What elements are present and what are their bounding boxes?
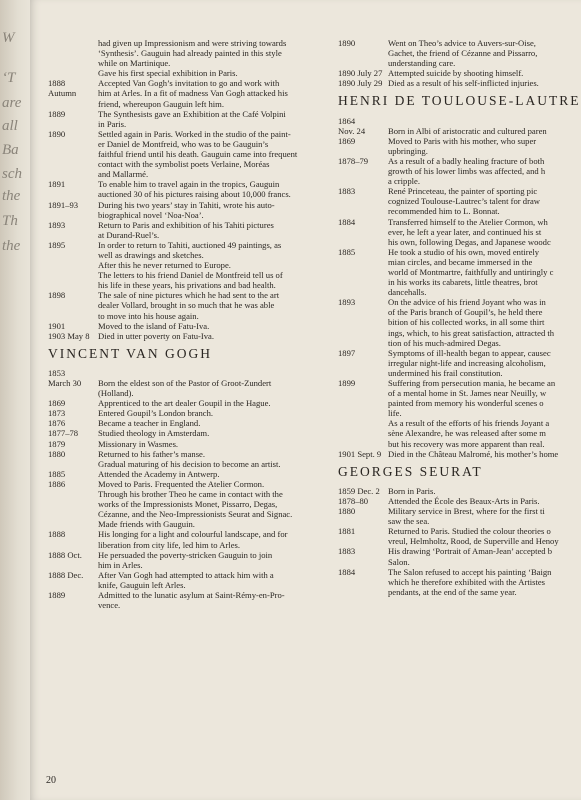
entry-line: in Paris.: [98, 118, 127, 129]
entry-date: 1897: [338, 347, 356, 358]
entry-date: 1880: [338, 506, 356, 517]
entry-text: [388, 136, 581, 156]
entry-text: [98, 449, 338, 469]
chronology-entry: [48, 408, 338, 418]
entry-line: Born in Paris.: [388, 485, 436, 496]
chronology-entry: [338, 496, 581, 506]
intro-line: while on Martinique.: [98, 58, 171, 69]
entry-date: 1853 March 30: [48, 367, 82, 388]
entry-line: Studied theology in Amsterdam.: [98, 428, 210, 439]
lautrec-entries: [338, 116, 581, 459]
chronology-entry: [48, 590, 338, 610]
entry-line: vreul, Helmholtz, Rood, de Superville and Henoy: [388, 536, 559, 547]
entry-line: his own, following Degas, and Japanese woodc: [388, 236, 551, 247]
chronology-entry: [48, 469, 338, 479]
entry-line: contact with the symbolist poets Verlaine, Moréas: [98, 159, 270, 170]
chronology-entry: [48, 428, 338, 438]
gauguin-entries: [48, 78, 338, 340]
chronology-entry: [338, 449, 581, 459]
seurat-entries: [338, 486, 581, 597]
entry-line: cognized Toulouse-Lautrec’s talent for draw: [388, 196, 540, 207]
chronology-entry: [338, 217, 581, 247]
entry-date: 1884: [338, 216, 356, 227]
entry-line: Admitted to the lunatic asylum at Saint-Rémy-en-Pro-: [98, 589, 285, 600]
entry-text: [98, 290, 338, 320]
chronology-entry: [338, 297, 581, 347]
edge-fragment: sch: [2, 166, 22, 182]
entry-date: 1890 July 29: [338, 78, 383, 89]
entry-line: at Durand-Ruel’s.: [98, 229, 160, 240]
entry-line: his life in these years, his privations and bad health.: [98, 280, 276, 291]
entry-line: In order to return to Tahiti, auctioned 49 paintings, as: [98, 239, 282, 250]
intro-line: ‘Synthesis’. Gauguin had already painted in this style: [98, 48, 282, 59]
entry-text: [98, 109, 338, 129]
chronology-entry: [48, 321, 338, 331]
entry-date: 1859 Dec. 2: [338, 485, 380, 496]
edge-fragment: Ba: [2, 142, 19, 158]
chronology-entry: [48, 479, 338, 529]
entry-text: [388, 68, 581, 78]
entry-line: He persuaded the poverty-stricken Gauguin to join: [98, 549, 273, 560]
entry-text: [388, 78, 581, 88]
entry-text: [388, 297, 581, 347]
gauguin-intro: [48, 38, 338, 78]
chronology-entry: [48, 550, 338, 570]
entry-text: [98, 179, 338, 199]
entry-date: 1878–80: [338, 495, 369, 506]
entry-line: of the Paris branch of Goupil’s, he held there: [388, 307, 543, 318]
entry-line: Symptoms of ill-health began to appear, causec: [388, 347, 551, 358]
entry-line: vence.: [98, 600, 121, 611]
entry-text: [98, 479, 338, 529]
entry-text: [388, 378, 581, 449]
entry-line: After Van Gogh had attempted to attack him with a: [98, 569, 274, 580]
entry-line: After this he never returned to Europe.: [98, 260, 231, 271]
entry-line: sène Alexandre, he was released after some m: [388, 428, 546, 439]
chronology-entry: [48, 331, 338, 341]
entry-text: [388, 348, 581, 378]
entry-line: Returned to his father’s manse.: [98, 448, 205, 459]
entry-line: of a mental home in St. James near Neuilly, w: [388, 388, 547, 399]
chronology-entry: [48, 418, 338, 428]
entry-date: 1873: [48, 408, 66, 419]
entry-date: 1881: [338, 526, 356, 537]
entry-text: [388, 116, 581, 136]
entry-line: recommended him to L. Bonnat.: [388, 206, 500, 217]
chronology-entry: [338, 486, 581, 496]
entry-line: (Holland).: [98, 388, 134, 399]
entry-text: [98, 439, 338, 449]
entry-line: His drawing ‘Portrait of Aman-Jean’ accepted b: [388, 546, 553, 557]
entry-date: 1869: [338, 135, 356, 146]
entry-text: [98, 428, 338, 438]
entry-text: [98, 590, 338, 610]
entry-line: Gachet, the friend of Cézanne and Pissarro,: [388, 48, 538, 59]
entry-text: [388, 449, 581, 459]
entry-line: which he therefore exhibited with the Artistes: [388, 576, 546, 587]
entry-line: Attended the Academy in Antwerp.: [98, 468, 220, 479]
chronology-entry: [338, 378, 581, 449]
lautrec-heading: HENRI DE TOULOUSE-LAUTRE: [338, 93, 581, 109]
entry-line: His longing for a light and colourful landscape, and for: [98, 529, 288, 540]
chronology-entry: [338, 506, 581, 526]
entry-line: As a result of a badly healing fracture of both: [388, 155, 545, 166]
chronology-entry: [48, 570, 338, 590]
entry-date: 1890: [338, 38, 356, 48]
entry-date: 1888 Oct.: [48, 549, 82, 560]
entry-text: [388, 247, 581, 297]
edge-fragment: Th: [2, 213, 18, 229]
page-number: 20: [46, 775, 56, 786]
entry-text: [98, 398, 338, 408]
entry-text: [388, 186, 581, 216]
entry-line: upbringing.: [388, 145, 428, 156]
chronology-entry: [48, 129, 338, 179]
entry-text: [98, 418, 338, 428]
entry-text: [98, 200, 338, 220]
entry-text: [388, 217, 581, 247]
entry-line: growth of his lower limbs was affected, and h: [388, 166, 546, 177]
entry-line: ings, which, to his great satisfaction, attracted th: [388, 327, 555, 338]
entry-text: [98, 469, 338, 479]
entry-line: Suffering from persecution mania, he became an: [388, 378, 556, 388]
entry-date: 1891–93: [48, 199, 79, 210]
chronology-entry: [48, 529, 338, 549]
entry-text: [388, 156, 581, 186]
entry-text: [388, 506, 581, 526]
edge-fragment: ‘T: [2, 70, 16, 86]
entry-line: [98, 368, 338, 378]
entry-line: Cézanne, and the Neo-Impressionists Seurat and Signac.: [98, 509, 293, 520]
entry-line: world of Montmartre, faithfully and untiringly c: [388, 266, 554, 277]
entry-line: Moved to Paris. Frequented the Atelier Cormon.: [98, 478, 265, 489]
chronology-entry: [338, 247, 581, 297]
entry-line: knife, Gauguin left Arles.: [98, 579, 186, 590]
entry-text: [98, 550, 338, 570]
entry-line: Attempted suicide by shooting himself.: [388, 68, 524, 79]
entry-line: Accepted Van Gogh’s invitation to go and work with: [98, 78, 280, 89]
entry-line: biographical novel ‘Noa-Noa’.: [98, 209, 204, 220]
entry-line: Made friends with Gauguin.: [98, 519, 195, 530]
entry-line: As a result of the efforts of his friends Joyant a: [388, 418, 550, 429]
entry-date: 1895: [48, 239, 66, 250]
entry-date: 1893: [338, 297, 356, 308]
facing-page-edge: [0, 0, 30, 800]
entry-date: 1884: [338, 566, 356, 577]
entry-line: and Mallarmé.: [98, 169, 149, 180]
entry-line: ever, he left a year later, and continued his st: [388, 226, 542, 237]
entry-line: Through his brother Theo he came in contact with the: [98, 489, 283, 500]
entry-text: [98, 321, 338, 331]
entry-text: [388, 38, 581, 68]
entry-date: 1869: [48, 398, 66, 409]
chronology-entry: [338, 348, 581, 378]
left-column: [48, 38, 338, 610]
entry-date: 1899: [338, 378, 356, 388]
entry-line: Went on Theo’s advice to Auvers-sur-Oise,: [388, 38, 536, 48]
entry-line: Apprenticed to the art dealer Goupil in the Hague.: [98, 398, 271, 409]
entry-line: René Princeteau, the painter of sporting pic: [388, 186, 538, 197]
entry-line: works of the Impressionists Monet, Pissarro, Degas,: [98, 499, 278, 510]
entry-line: Return to Paris and exhibition of his Tahiti pictures: [98, 219, 274, 230]
entry-line: bition of his collected works, in all some thirt: [388, 317, 545, 328]
entry-line: tion of his much-admired Degas.: [388, 337, 501, 348]
right-column: [338, 38, 581, 597]
entry-line: Missionary in Wasmes.: [98, 438, 179, 449]
entry-date: 1888: [48, 529, 66, 540]
entry-line: in his works its cabarets, little theatres, brot: [388, 277, 538, 288]
entry-line: Military service in Brest, where for the first ti: [388, 506, 545, 517]
entry-line: undermined his frail constitution.: [388, 367, 503, 378]
entry-date: 1878–79: [338, 155, 369, 166]
entry-date: 1888 Dec.: [48, 569, 84, 580]
entry-line: Salon.: [388, 556, 410, 567]
entry-date: 1890 July 27: [338, 68, 383, 79]
entry-line: mian circles, and became immersed in the: [388, 256, 533, 267]
intro-line: Gave his first special exhibition in Paris.: [98, 68, 238, 79]
edge-fragment: the: [2, 238, 21, 254]
chronology-entry: [48, 200, 338, 220]
entry-date: 1901: [48, 320, 66, 331]
chronology-entry: [48, 398, 338, 408]
entry-text: [388, 486, 581, 496]
entry-date: 1883: [338, 186, 356, 197]
chronology-entry: [338, 116, 581, 136]
entry-line: understanding care.: [388, 58, 456, 69]
entry-line: Died as a result of his self-inflicted injuries.: [388, 78, 539, 89]
entry-date: 1901 Sept. 9: [338, 448, 382, 459]
van-gogh-entries: [48, 368, 338, 610]
entry-line: dealer Vollard, brought in so much that he was able: [98, 300, 275, 311]
entry-date: 1880: [48, 448, 66, 459]
chronology-entry: [338, 78, 581, 88]
edge-fragment: all: [2, 118, 18, 134]
entry-line: faithful friend until his death. Gauguin came into frequent: [98, 149, 298, 160]
chronology-entry: [48, 179, 338, 199]
entry-text: [98, 220, 338, 240]
edge-fragment: are: [2, 95, 22, 111]
entry-date: 1893: [48, 219, 66, 230]
entry-line: The sale of nine pictures which he had sent to the art: [98, 290, 280, 301]
chronology-entry: [338, 526, 581, 546]
entry-date: 1864 Nov. 24: [338, 115, 366, 136]
chronology-entry: [48, 220, 338, 240]
entry-line: He took a studio of his own, moved entirely: [388, 246, 540, 257]
entry-line: friend, whereupon Gauguin left him.: [98, 98, 225, 109]
van-gogh-continued-entries: [338, 38, 581, 88]
entry-text: [98, 240, 338, 290]
entry-line: a cripple.: [388, 176, 420, 187]
entry-line: Moved to the island of Fatu-Iva.: [98, 320, 210, 331]
entry-line: [388, 116, 581, 126]
entry-line: him in Arles.: [98, 559, 143, 570]
entry-line: life.: [388, 408, 402, 419]
entry-line: Born in Albi of aristocratic and cultured paren: [388, 125, 547, 136]
chronology-entry: [48, 109, 338, 129]
entry-text: [98, 408, 338, 418]
entry-line: liberation from city life, led him to Arles.: [98, 539, 241, 550]
entry-line: Moved to Paris with his mother, who super: [388, 135, 537, 146]
entry-line: pendants, at the end of the same year.: [388, 586, 517, 597]
entry-text: [388, 546, 581, 566]
entry-line: Died in utter poverty on Fatu-Iva.: [98, 330, 214, 341]
chronology-entry: [48, 449, 338, 469]
entry-date: 1903 May 8: [48, 330, 90, 341]
chronology-entry: [48, 240, 338, 290]
entry-date: 1879: [48, 438, 66, 449]
entry-line: Died in the Château Malromé, his mother’s home: [388, 448, 559, 459]
chronology-entry: [338, 546, 581, 566]
chronology-entry: [48, 368, 338, 398]
chronology-entry: [338, 186, 581, 216]
entry-text: [388, 526, 581, 546]
entry-text: [388, 567, 581, 597]
entry-date: 1876: [48, 418, 66, 429]
entry-date: 1886: [48, 478, 66, 489]
entry-line: painted from memory his wonderful scenes o: [388, 398, 544, 409]
van-gogh-heading: VINCENT VAN GOGH: [48, 345, 213, 361]
entry-text: [388, 496, 581, 506]
entry-line: Settled again in Paris. Worked in the studio of the paint-: [98, 128, 291, 139]
edge-fragment: the: [2, 188, 21, 204]
chronology-entry: [48, 439, 338, 449]
entry-line: but his recovery was more apparent than real.: [388, 438, 545, 449]
entry-line: Returned to Paris. Studied the colour theories o: [388, 526, 551, 537]
chronology-entry: [338, 567, 581, 597]
book-page: [30, 0, 581, 800]
entry-line: er Daniel de Montfreid, who was to be Gauguin’s: [98, 138, 269, 149]
entry-line: The Salon refused to accept his painting ‘Baign: [388, 566, 552, 577]
seurat-heading: GEORGES SEURAT: [338, 463, 483, 479]
chronology-entry: [338, 38, 581, 68]
entry-line: Born the eldest son of the Pastor of Groot-Zundert: [98, 378, 272, 388]
entry-text: [98, 129, 338, 179]
chronology-entry: [338, 156, 581, 186]
entry-line: Entered Goupil’s London branch.: [98, 408, 214, 419]
entry-text: [98, 570, 338, 590]
entry-line: saw the sea.: [388, 516, 430, 527]
entry-line: well as drawings and sketches.: [98, 249, 204, 260]
entry-line: During his two years’ stay in Tahiti, wrote his auto-: [98, 199, 275, 210]
entry-line: On the advice of his friend Joyant who was in: [388, 297, 546, 308]
entry-date: 1891: [48, 179, 66, 190]
edge-fragment: W: [2, 30, 15, 46]
entry-date: 1885: [48, 468, 66, 479]
entry-date: 1890: [48, 128, 66, 139]
entry-line: Transferred himself to the Atelier Cormon, wh: [388, 216, 548, 227]
entry-line: him at Arles. In a fit of madness Van Gogh attacked his: [98, 88, 288, 99]
entry-text: [98, 529, 338, 549]
entry-line: To enable him to travel again in the tropics, Gauguin: [98, 179, 280, 190]
entry-date: 1889: [48, 108, 66, 119]
entry-date: 1898: [48, 290, 66, 301]
chronology-entry: [48, 78, 338, 108]
entry-line: auctioned 30 of his pictures raising about 10,000 francs.: [98, 189, 291, 200]
chronology-entry: [338, 136, 581, 156]
entry-date: 1889: [48, 589, 66, 600]
entry-line: Gradual maturing of his decision to become an artist.: [98, 458, 281, 469]
chronology-entry: [338, 68, 581, 78]
entry-line: dancehalls.: [388, 287, 427, 298]
entry-text: [98, 331, 338, 341]
entry-date: 1883: [338, 546, 356, 557]
entry-text: [98, 368, 338, 398]
entry-line: The letters to his friend Daniel de Montfreid tell us of: [98, 270, 283, 281]
entry-line: Attended the École des Beaux-Arts in Paris.: [388, 495, 540, 506]
entry-line: The Synthesists gave an Exhibition at the Café Volpini: [98, 108, 286, 119]
chronology-entry: [48, 290, 338, 320]
entry-date: 1888 Autumn: [48, 78, 77, 99]
entry-date: 1877–78: [48, 428, 79, 439]
entry-line: irregular night-life and increasing alcoholism,: [388, 357, 546, 368]
entry-line: to move into his house again.: [98, 310, 199, 321]
entry-text: [98, 78, 338, 108]
intro-line: had given up Impressionism and were striving towards: [98, 38, 287, 48]
entry-line: Became a teacher in England.: [98, 418, 201, 429]
entry-date: 1885: [338, 246, 356, 257]
